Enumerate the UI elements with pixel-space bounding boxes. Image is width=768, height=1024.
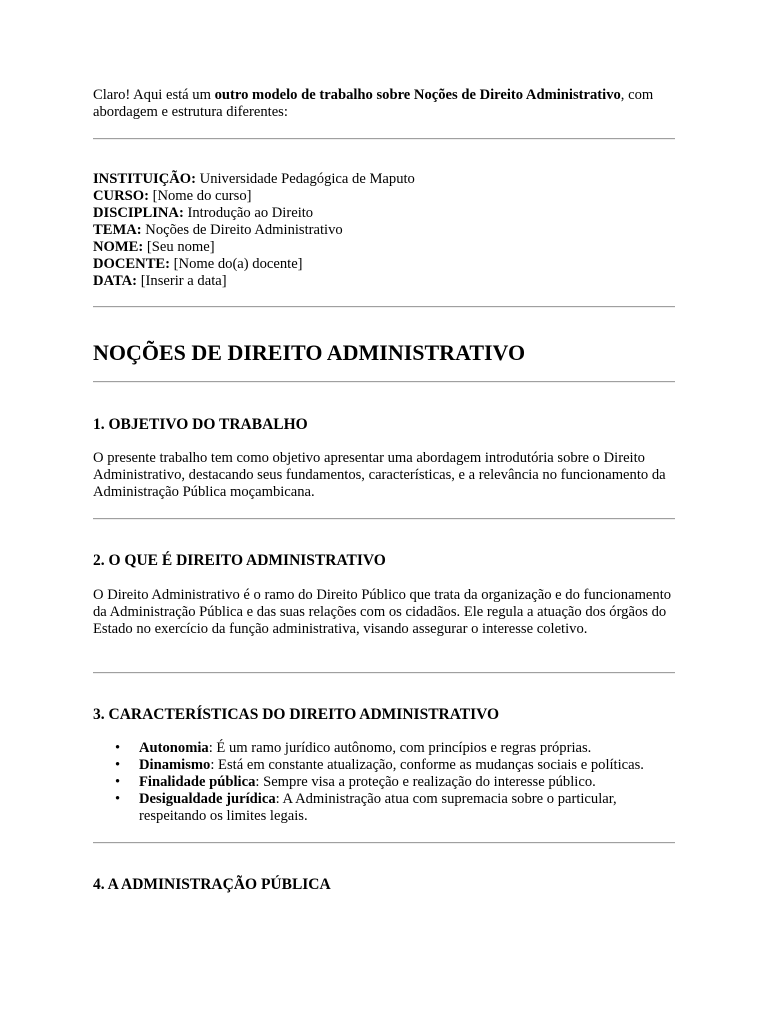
section-heading-definition: 2. O QUE É DIREITO ADMINISTRATIVO (93, 552, 386, 569)
list-item-term: Finalidade pública (139, 774, 256, 790)
divider (93, 672, 675, 674)
section-text-objective: O presente trabalho tem como objetivo apresentar uma abordagem introdutória sobre o Direito Administrativo, destacando seus fundamentos, características, e a relevância no funcionamento da Administração Pública moçambicana. (93, 450, 666, 500)
meta-label: DISCIPLINA: (93, 205, 184, 221)
meta-row-name (93, 239, 677, 256)
meta-value: [Nome do curso] (148, 188, 252, 204)
meta-label: DATA: (93, 273, 138, 289)
list-item-desc: : É um ramo jurídico autônomo, com princípios e regras próprias. (208, 740, 592, 756)
meta-value: Noções de Direito Administrativo (141, 222, 343, 238)
meta-label: INSTITUIÇÃO: (93, 171, 196, 187)
meta-row-date (93, 273, 677, 290)
meta-label: NOME: (93, 239, 144, 255)
meta-label: CURSO: (93, 188, 149, 204)
cover-info (93, 171, 677, 290)
meta-row-course (93, 188, 677, 205)
intro-text-end: , com abordagem e estrutura diferentes: (93, 87, 654, 120)
meta-value: [Inserir a data] (137, 273, 227, 289)
divider (93, 381, 675, 383)
bullet-icon: • (115, 757, 121, 773)
characteristics-list (93, 740, 677, 825)
bullet-icon: • (115, 791, 121, 807)
intro-text-bold: outro modelo de trabalho sobre Noções de Direito Administrativo (214, 87, 621, 103)
list-item-desc: : Está em constante atualização, conforme as mudanças sociais e políticas. (210, 757, 644, 773)
document-title: NOÇÕES DE DIREITO ADMINISTRATIVO (93, 340, 526, 365)
bullet-icon: • (115, 740, 121, 756)
meta-label: TEMA: (93, 222, 142, 238)
list-item-term: Desigualdade jurídica (139, 791, 276, 807)
divider (93, 306, 675, 308)
meta-row-teacher (93, 256, 677, 273)
list-item (115, 791, 677, 825)
section-heading-characteristics: 3. CARACTERÍSTICAS DO DIREITO ADMINISTRATIVO (93, 706, 500, 723)
list-item-desc: : A Administração atua com supremacia sobre o particular, respeitando os limites legais. (139, 791, 617, 824)
list-item (115, 774, 677, 791)
meta-row-theme (93, 222, 677, 239)
meta-value: [Seu nome] (143, 239, 215, 255)
section-heading-public-administration: 4. A ADMINISTRAÇÃO PÚBLICA (93, 876, 331, 893)
section-heading-objective: 1. OBJETIVO DO TRABALHO (93, 416, 308, 433)
meta-value: [Nome do(a) docente] (170, 256, 303, 272)
section-text-definition: O Direito Administrativo é o ramo do Direito Público que trata da organização e do funcionamento da Administração Pública e das suas relações com os cidadãos. Ele regula a atuação dos órgãos do Estado no exercício da função administrativa, visando assegurar o interesse coletivo. (93, 587, 672, 637)
meta-value: Introdução ao Direito (183, 205, 314, 221)
list-item (115, 757, 677, 774)
meta-label: DOCENTE: (93, 256, 171, 272)
bullet-icon: • (115, 774, 121, 790)
divider (93, 518, 675, 520)
divider (93, 138, 675, 140)
meta-value: Universidade Pedagógica de Maputo (196, 171, 415, 187)
intro-text-start: Claro! Aqui está um (93, 87, 215, 103)
meta-row-discipline (93, 205, 677, 222)
meta-row-institution (93, 171, 677, 188)
divider (93, 842, 675, 844)
intro-paragraph (93, 87, 677, 121)
list-item (115, 740, 677, 757)
list-item-term: Dinamismo (139, 757, 211, 773)
list-item-term: Autonomia (139, 740, 209, 756)
list-item-desc: : Sempre visa a proteção e realização do interesse público. (255, 774, 596, 790)
